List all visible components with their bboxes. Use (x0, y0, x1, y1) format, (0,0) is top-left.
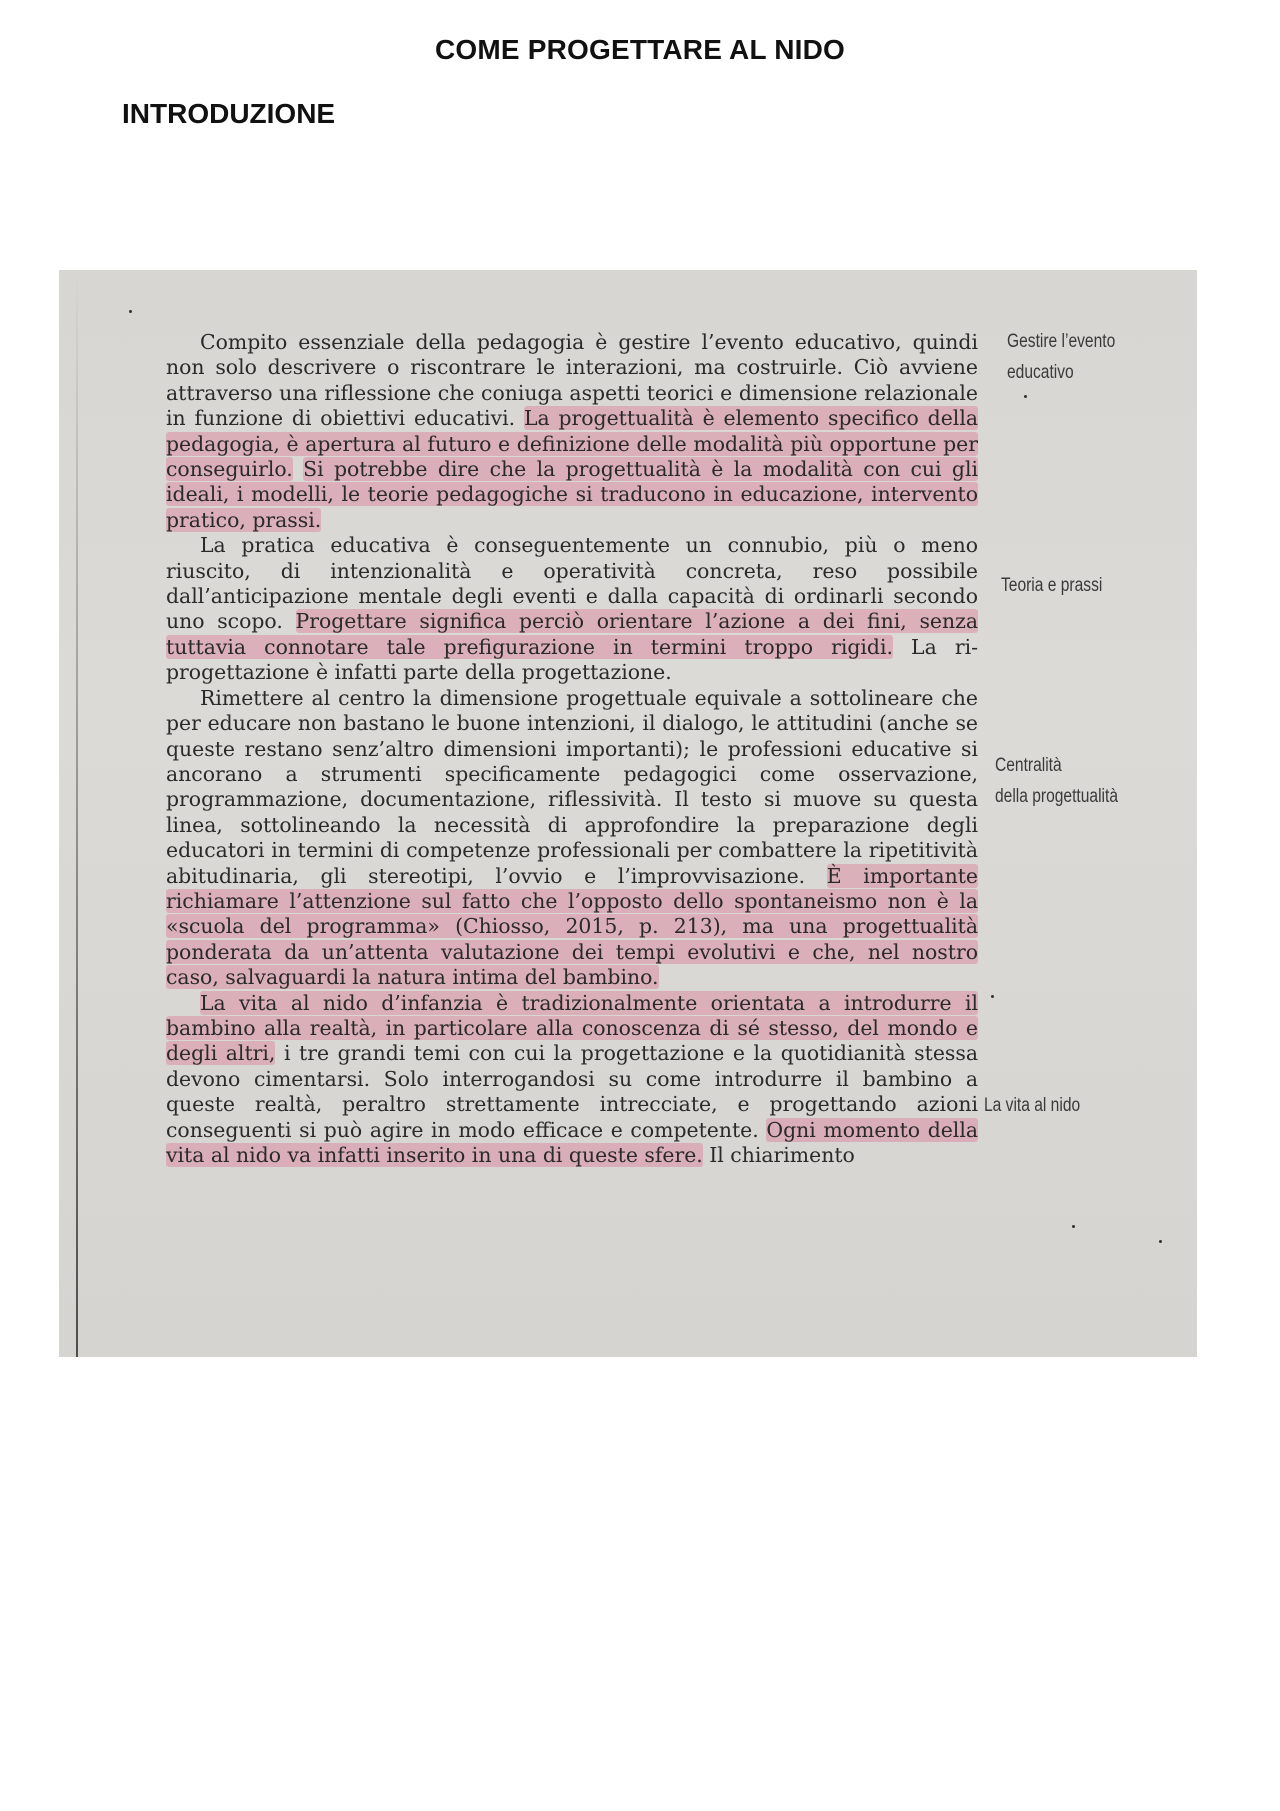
highlighted-text-segment: È importante richiamare l’attenzione sul fatto che l’opposto dello spontaneismo non è la «scuola del programma» (Chiosso, 2015, p. 213), ma una progettualità ponderata da un’attenta valutazione dei tempi evolutivi e che, nel nostro caso, salvaguardi la natura intima del bambino. (166, 863, 978, 990)
margin-note-line: Centralità (995, 755, 1062, 776)
text-segment: Rimettere al centro la dimensione progettuale equivale a sottolineare che per educare non bastano le buone intenzioni, il dialogo, le attitudini (anche se queste restano senz’altro dimensioni importanti); le professioni educative si ancorano a strumenti specificamente pedagogici come osservazione, programmazione, documentazione, riflessività. Il testo si muove su questa linea, sottolineando la necessità di approfondire la preparazione degli educatori in termini di competenze professionali per combattere la ripetitività abitudinaria, gli stereotipi, l’ovvio e l’improvvisazione. (166, 685, 978, 888)
paragraph-vita-al-nido (166, 991, 978, 1169)
ink-speck (1159, 1240, 1162, 1243)
scanned-book-page (59, 270, 1197, 1357)
section-heading: INTRODUZIONE (122, 98, 336, 129)
text-segment: La pratica educativa è conseguentemente un connubio, più o meno riuscito, di intenzionalità e operatività concreta, reso possibile dall’anticipazione mentale degli eventi e dalla capacità di ordinarli secondo uno scopo. (166, 533, 978, 634)
highlighted-text-segment: La vita al nido d’infanzia è tradizionalmente orientata a introdurre il bambino alla realtà, in particolare alla conoscenza di sé stesso, del mondo e degli altri, (166, 990, 978, 1066)
highlighted-text-segment: Progettare significa perciò orientare l’azione a dei fini, senza tuttavia connotare tale prefigurazione in termini troppo rigidi. (166, 609, 979, 659)
ink-speck (129, 310, 132, 313)
margin-note-line: Gestire l’evento (1007, 331, 1116, 352)
paragraph-teoria-prassi (166, 533, 978, 685)
paragraph-centralita-progettualita (166, 686, 978, 991)
text-segment: Il chiarimento (702, 1143, 855, 1167)
ink-speck (1024, 395, 1027, 398)
ink-speck (1072, 1225, 1075, 1228)
text-segment (293, 457, 303, 481)
paragraph-gestire-evento (166, 330, 978, 533)
document-title: COME PROGETTARE AL NIDO (434, 34, 846, 65)
highlighted-text-segment: La progettualità è elemento specifico della pedagogia, è apertura al futuro e definizione delle modalità più opportune per conseguirlo. (166, 406, 978, 482)
margin-note-vita-nido (984, 1090, 1080, 1121)
margin-note-line: La vita al nido (984, 1095, 1081, 1116)
text-segment: Compito essenziale della pedagogia è gestire l’evento educativo, quindi non solo descrivere o riscontrare le interazioni, ma costruirle. Ciò avviene attraverso una riflessione che coniuga aspetti teorici e dimensione relazionale in funzione di obiettivi educativi. (166, 330, 978, 431)
text-segment: i tre grandi temi con cui la progettazione e la quotidianità stessa devono cimentarsi. Solo interrogandosi su come introdurre il bambino a queste realtà, peraltro strettamente intrecciate, e progettando azioni conseguenti si può agire in modo efficace e competente. (166, 1041, 978, 1142)
margin-note-line: educativo (1007, 362, 1074, 383)
book-body-text (166, 330, 978, 1168)
margin-note-centralita (995, 750, 1118, 812)
margin-note-gestire-evento (1007, 326, 1115, 388)
page-binding-edge (76, 270, 78, 1357)
ink-speck (991, 995, 994, 998)
text-segment: La ri-progettazione è infatti parte della progettazione. (166, 634, 978, 685)
highlighted-text-segment: Ogni momento della vita al nido va infatti inserito in una di queste sfere. (166, 1117, 979, 1167)
margin-note-line: della progettualità (995, 786, 1118, 807)
margin-note-teoria-prassi (1001, 570, 1102, 601)
margin-note-line: Teoria e prassi (1001, 575, 1103, 596)
highlighted-text-segment: Si potrebbe dire che la progettualità è la modalità con cui gli ideali, i modelli, le teorie pedagogiche si traducono in educazione, intervento pratico, prassi. (166, 457, 979, 532)
